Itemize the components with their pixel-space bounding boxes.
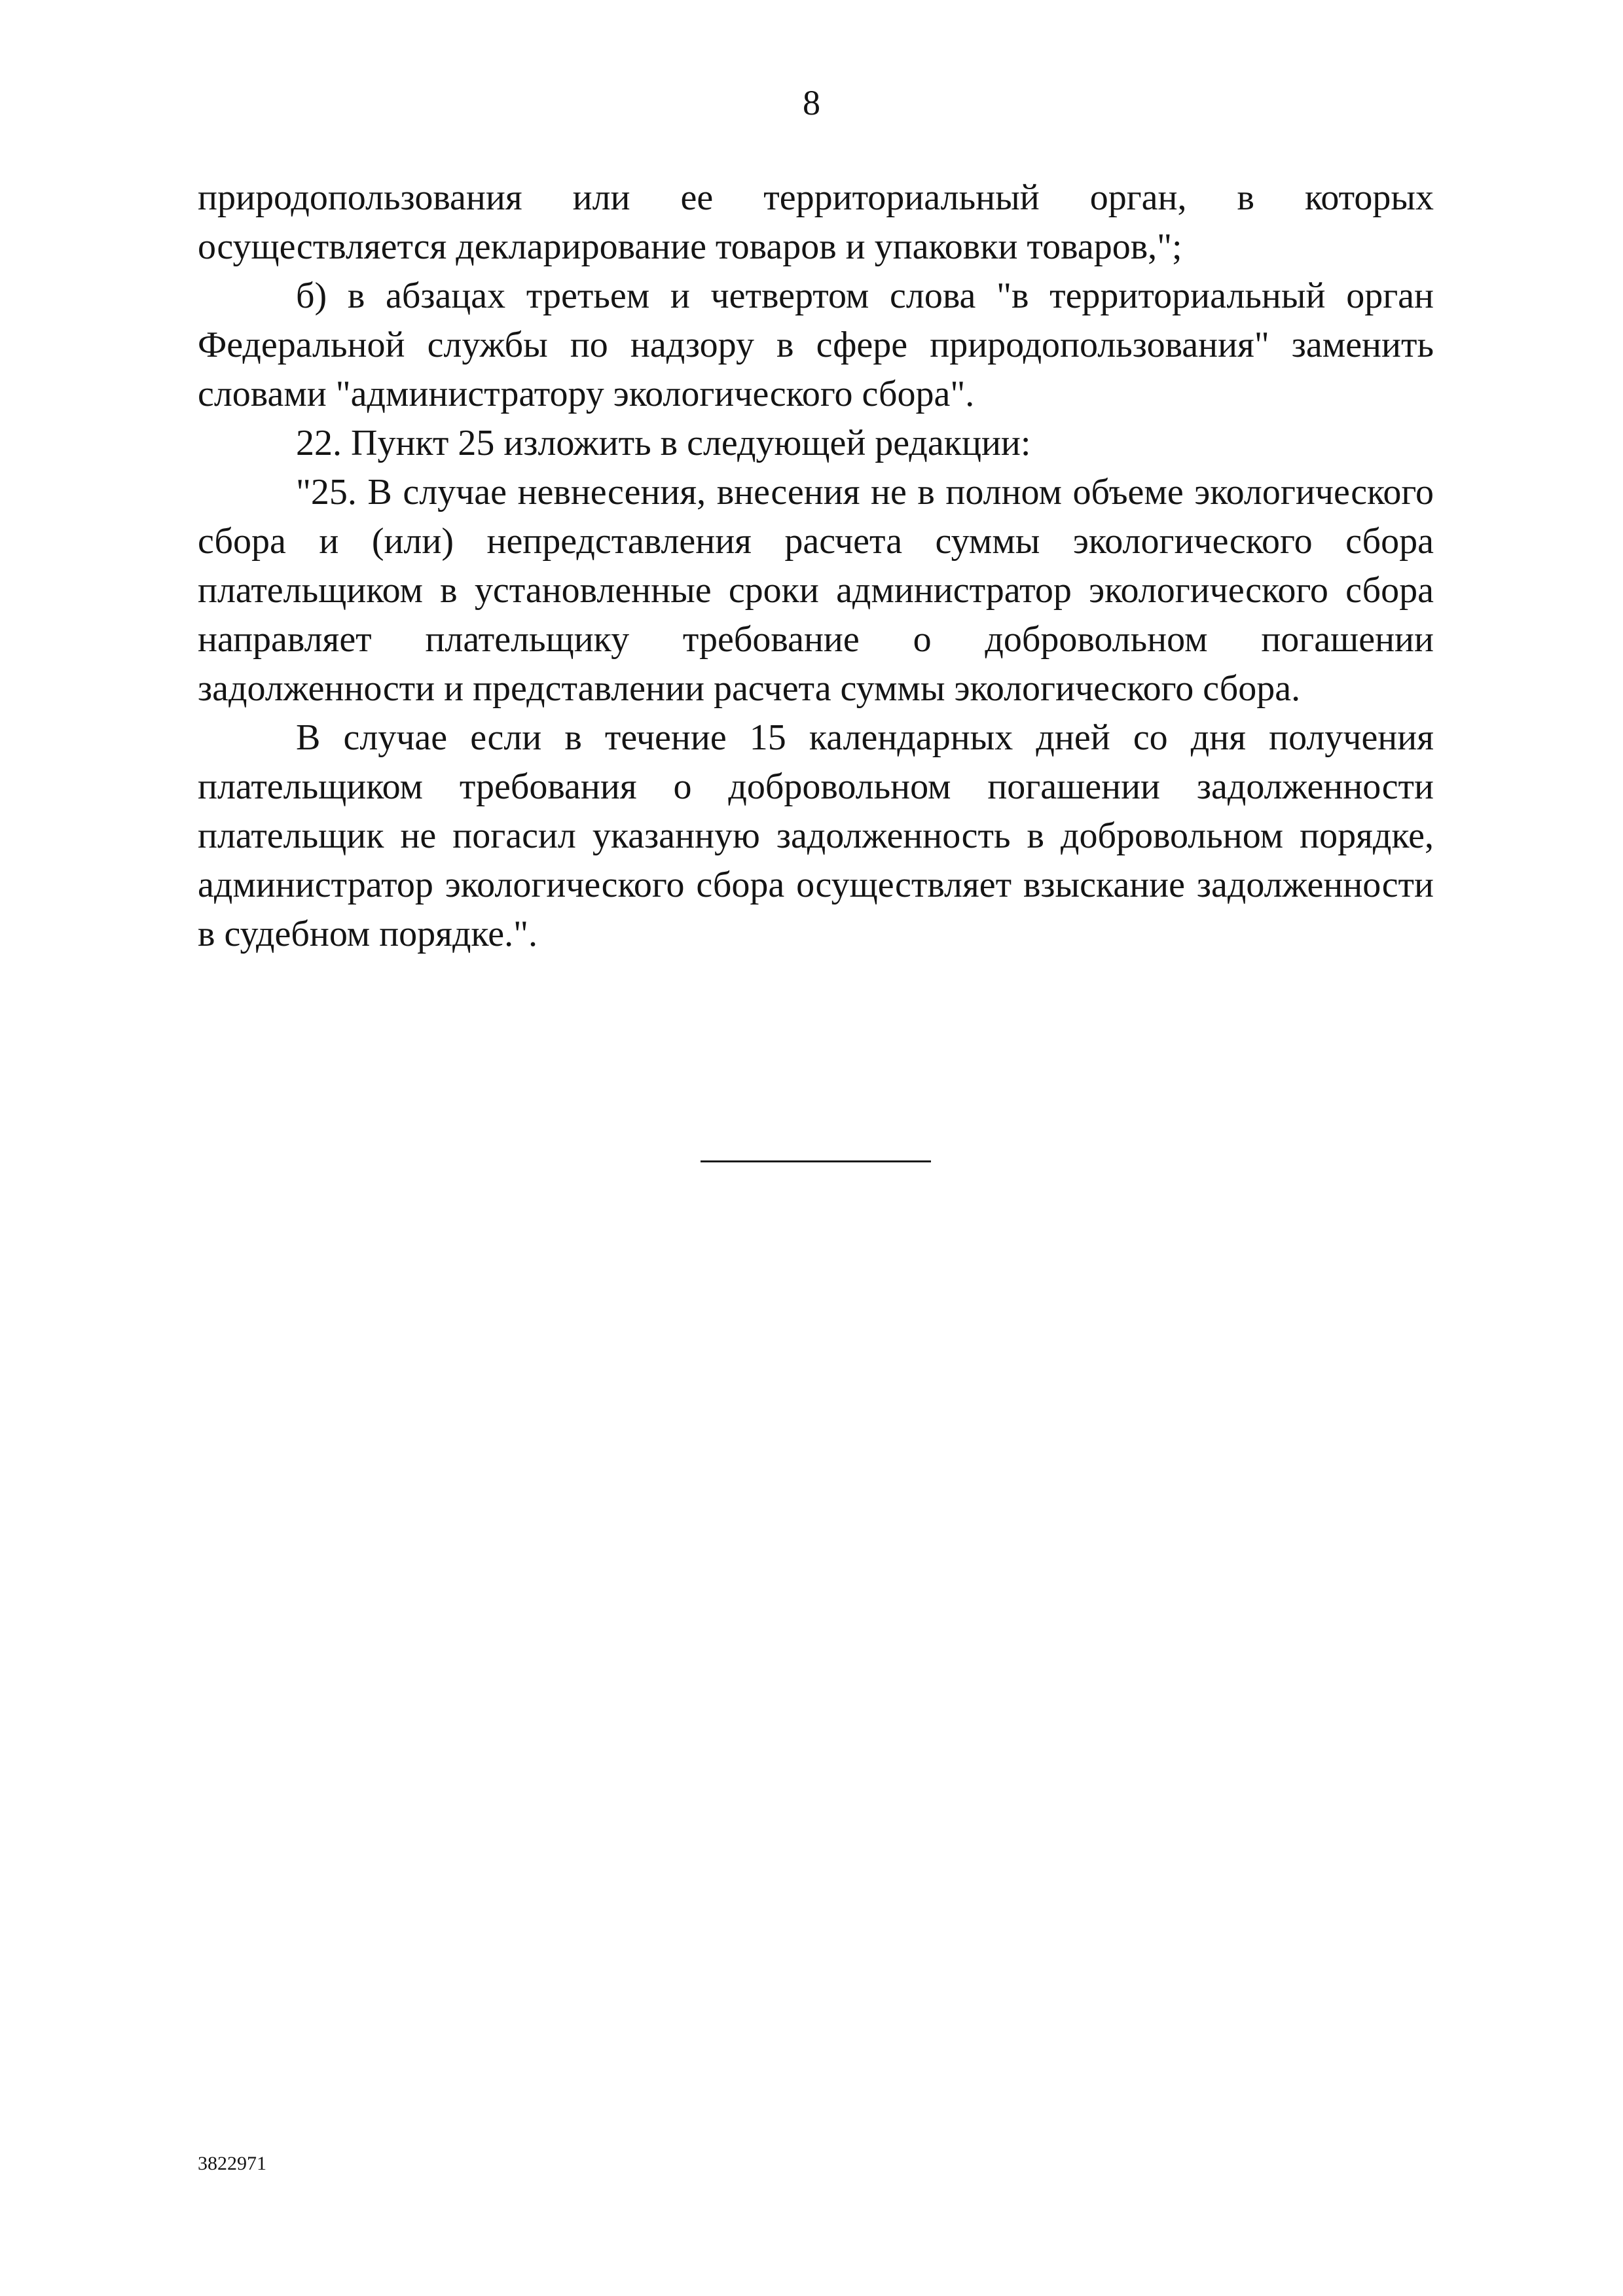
page-number: 8	[803, 83, 820, 122]
paragraph-point-25: "25. В случае невнесения, внесения не в полном объеме экологического сбора и (или) непредставления расчета суммы экологического сбора плательщиком в установленные сроки администратор экологического сбора направляет плательщику требование о добровольном погашении задолженности и представлении расчета суммы экологического сбора.	[198, 472, 1434, 709]
document-code: 3822971	[198, 2153, 266, 2174]
paragraph-continuation: природопользования или ее территориальный орган, в которых осуществляется декларирование товаров и упаковки товаров,";	[198, 177, 1434, 267]
paragraph-item-22: 22. Пункт 25 изложить в следующей редакции:	[296, 423, 1031, 463]
end-divider-line	[701, 1160, 931, 1162]
paragraph-subitem-b: б) в абзацах третьем и четвертом слова "в территориальный орган Федеральной службы по надзору в сфере природопользования" заменить словами "администратору экологического сбора".	[198, 276, 1434, 414]
document-body	[198, 173, 1434, 959]
paragraph-point-25-continued: В случае если в течение 15 календарных дней со дня получения плательщиком требования о добровольном погашении задолженности плательщик не погасил указанную задолженность в добровольном порядке, администратор экологического сбора осуществляет взыскание задолженности в судебном порядке.".	[198, 717, 1434, 954]
